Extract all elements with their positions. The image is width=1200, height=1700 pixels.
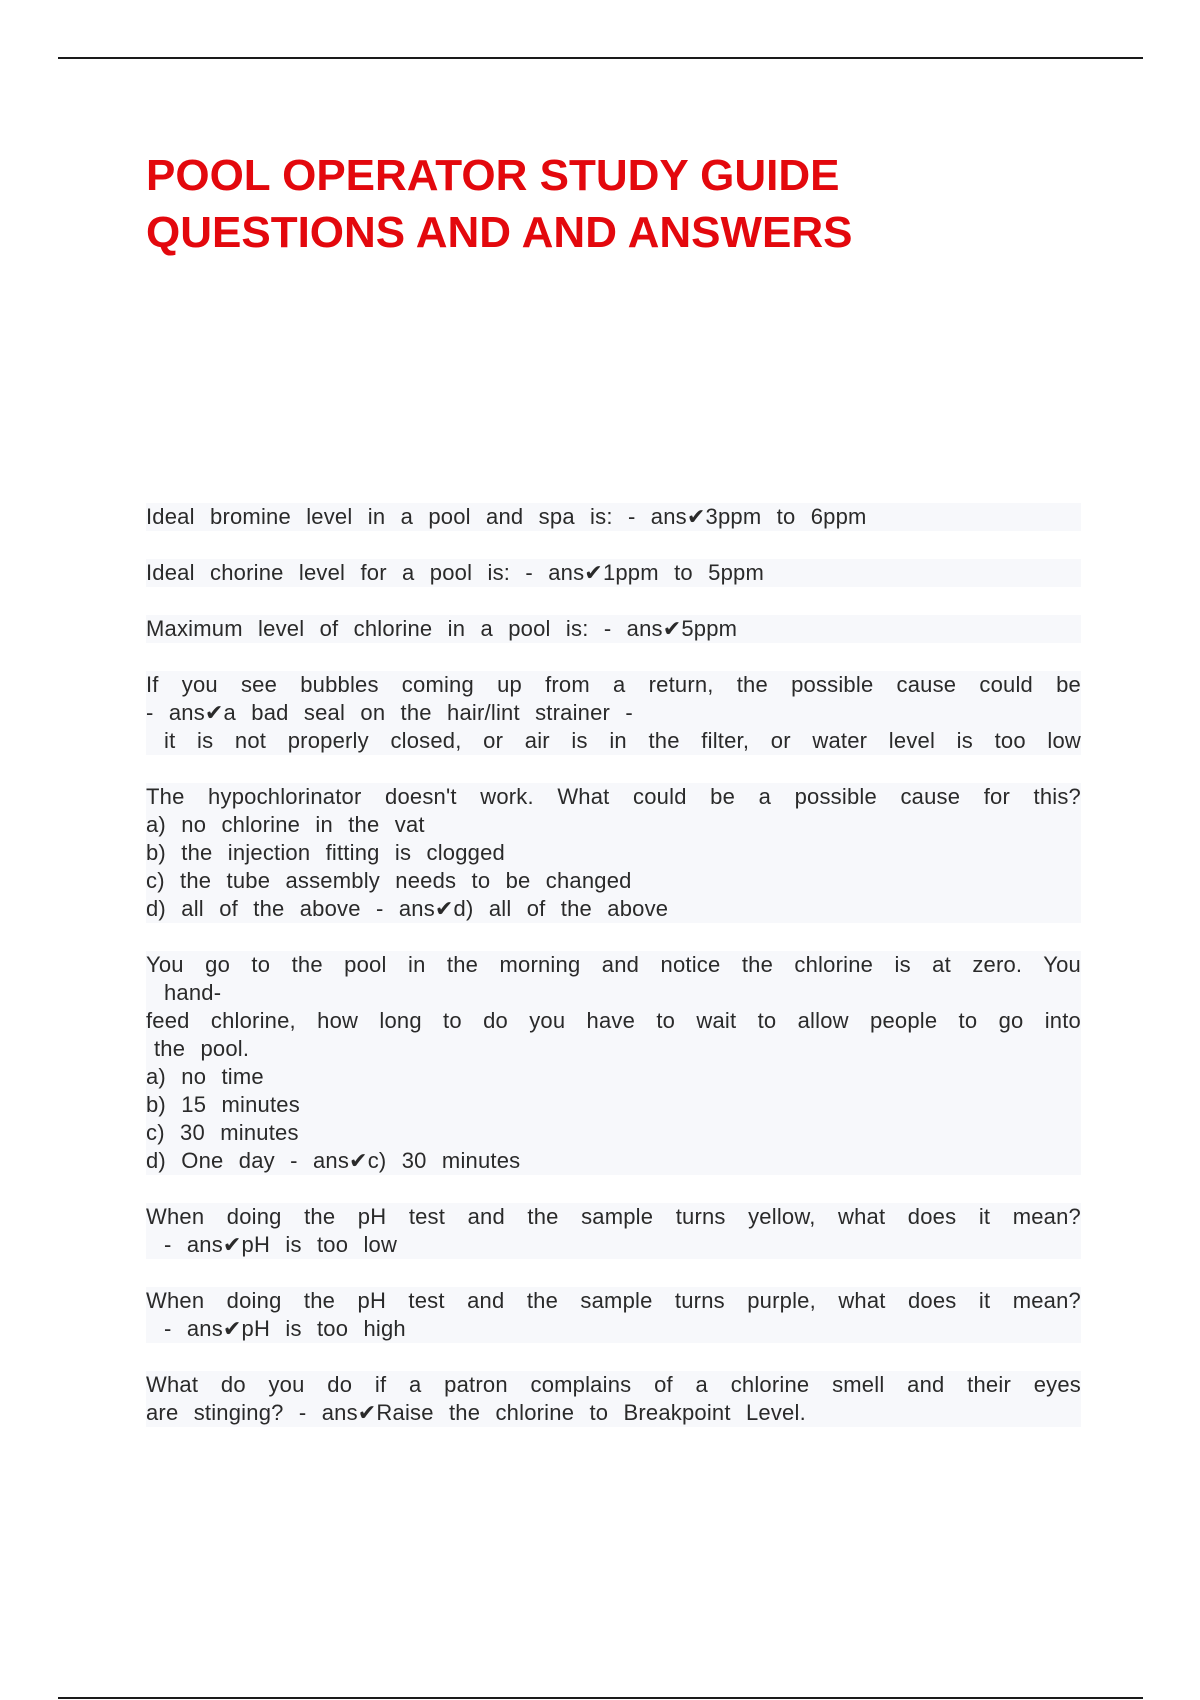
- qa-line: b) 15 minutes: [146, 1091, 1081, 1119]
- qa-line: d) all of the above - ans✔d) all of the above: [146, 895, 1081, 923]
- qa-content: [146, 503, 1081, 1455]
- qa-line: c) the tube assembly needs to be changed: [146, 867, 1081, 895]
- qa-item: [146, 503, 1081, 531]
- qa-line: When doing the pH test and the sample turns yellow, what does it mean?: [146, 1204, 1081, 1229]
- qa-line: hand-: [146, 979, 1081, 1007]
- qa-line: What do you do if a patron complains of a chlorine smell and their eyes: [146, 1372, 1081, 1397]
- qa-item: [146, 951, 1081, 1175]
- document-title: [146, 147, 1126, 261]
- qa-line: The hypochlorinator doesn't work. What could be a possible cause for this?: [146, 784, 1081, 809]
- qa-item: [146, 615, 1081, 643]
- qa-line: If you see bubbles coming up from a return, the possible cause could be: [146, 672, 1081, 697]
- qa-line: When doing the pH test and the sample turns purple, what does it mean?: [146, 1288, 1081, 1313]
- qa-line: feed chlorine, how long to do you have to wait to allow people to go into: [146, 1008, 1081, 1033]
- qa-item: [146, 1287, 1081, 1343]
- qa-item: [146, 559, 1081, 587]
- qa-line: are stinging? - ans✔Raise the chlorine to Breakpoint Level.: [146, 1399, 1081, 1427]
- qa-item: [146, 1203, 1081, 1259]
- qa-line: d) One day - ans✔c) 30 minutes: [146, 1147, 1081, 1175]
- top-rule: [58, 57, 1143, 59]
- qa-line: - ans✔pH is too high: [146, 1315, 1081, 1343]
- qa-line: a) no time: [146, 1063, 1081, 1091]
- qa-line: Ideal chorine level for a pool is: - ans✔1ppm to 5ppm: [146, 559, 1081, 587]
- qa-line: Ideal bromine level in a pool and spa is: - ans✔3ppm to 6ppm: [146, 503, 1081, 531]
- qa-line: b) the injection fitting is clogged: [146, 839, 1081, 867]
- qa-line: the pool.: [146, 1035, 1081, 1063]
- qa-line: a) no chlorine in the vat: [146, 811, 1081, 839]
- qa-item: [146, 1371, 1081, 1427]
- qa-line: - ans✔a bad seal on the hair/lint strainer -: [146, 699, 1081, 727]
- title-line: QUESTIONS AND AND ANSWERS: [146, 208, 853, 257]
- title-line: POOL OPERATOR STUDY GUIDE: [146, 151, 840, 200]
- qa-item: [146, 671, 1081, 755]
- qa-line: c) 30 minutes: [146, 1119, 1081, 1147]
- qa-line: You go to the pool in the morning and notice the chlorine is at zero. You: [146, 952, 1081, 977]
- qa-line: it is not properly closed, or air is in the filter, or water level is too low: [146, 727, 1081, 755]
- qa-line: - ans✔pH is too low: [146, 1231, 1081, 1259]
- qa-item: [146, 783, 1081, 923]
- qa-line: Maximum level of chlorine in a pool is: - ans✔5ppm: [146, 615, 1081, 643]
- bottom-rule: [58, 1697, 1143, 1699]
